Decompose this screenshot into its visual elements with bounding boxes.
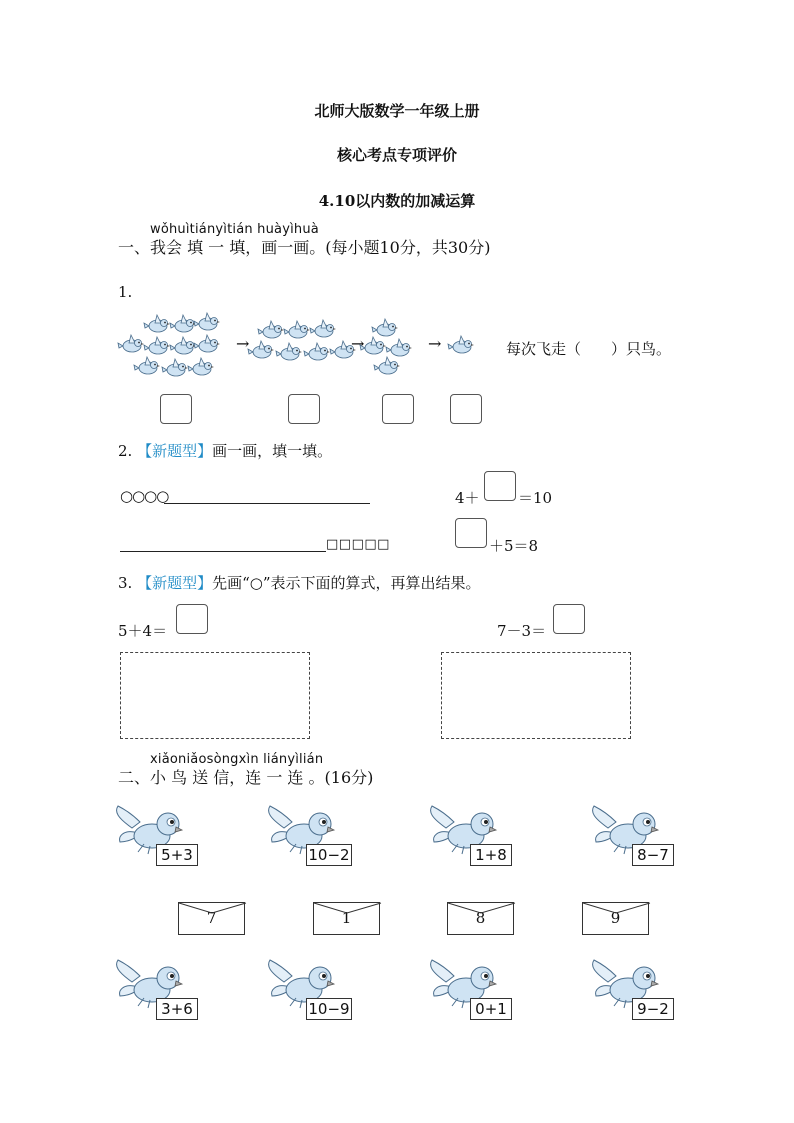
envelope-4[interactable] [582,902,649,935]
envelope-2[interactable] [313,902,380,935]
q1-number: 1. [118,283,133,301]
q3-eq1-box[interactable] [176,604,208,634]
q3-eq2-box[interactable] [553,604,585,634]
q2-eq1-right: ＝10 [518,489,553,507]
bird-group-1 [448,336,474,353]
envelope-icon [314,903,381,915]
q3-draw-area-1[interactable] [120,652,310,739]
bird-card-bottom-1[interactable] [120,962,210,1024]
q1-answer-box-4[interactable] [450,394,482,424]
q2-line [118,440,332,461]
envelope-1[interactable] [178,902,245,935]
doc-title-3: 4.10以内数的加减运算 [318,192,476,210]
bird-expression: 5+3 [156,844,198,866]
arrow-3: → [428,334,442,353]
q3-number: 3. [118,574,133,592]
q2-number: 2. [118,442,133,460]
bird-card-top-4[interactable] [596,808,686,868]
bird-expression: 10−2 [306,844,352,866]
bird-card-top-1[interactable] [120,808,210,868]
bird-group-4 [360,319,412,374]
q1-answer-box-3[interactable] [382,394,414,424]
section2-pinyin: xiǎoniǎosòngxìn liányìlián [150,752,324,767]
q3-eq2: 7－3＝ [497,622,547,640]
bird-expression: 10−9 [306,998,352,1020]
section1-heading: 一、我会 填 一 填，画一画。(每小题10分，共30分) [118,238,491,257]
q2-tag: 【新题型】 [137,442,213,460]
envelope-number: 9 [610,909,621,927]
bird-card-top-2[interactable] [272,808,362,868]
bird-card-top-3[interactable] [434,808,524,868]
q3-text: 先画“○”表示下面的算式，再算出结果。 [212,574,481,592]
envelope-icon [179,903,246,915]
q3-tag: 【新题型】 [137,574,213,592]
bird-expression: 8−7 [632,844,674,866]
section2-heading: 二、小 鸟 送 信，连 一 连 。(16分) [118,768,374,787]
q2-eq2-box[interactable] [455,518,487,548]
q3-line [118,572,481,593]
bird-card-bottom-3[interactable] [434,962,524,1024]
q1-answer-box-2[interactable] [288,394,320,424]
q3-eq1: 5＋4＝ [118,622,168,640]
bird-expression: 1+8 [470,844,512,866]
q2-text: 画一画，填一填。 [212,442,333,460]
arrow-1: → [236,334,250,353]
q2-eq1-box[interactable] [484,471,516,501]
bird-expression: 9−2 [632,998,674,1020]
envelope-number: 1 [341,909,352,927]
q2-squares: □□□□□ [326,537,390,552]
envelope-number: 8 [475,909,486,927]
bird-expression: 0+1 [470,998,512,1020]
q2-draw-line-2[interactable] [120,551,326,552]
bird-groups-illustration [118,312,478,382]
envelope-icon [448,903,515,915]
doc-title-1: 北师大版数学一年级上册 [314,102,480,120]
section1-pinyin: wǒhuìtiányìtián huàyìhuà [150,222,319,237]
envelope-icon [583,903,650,915]
q2-draw-line-1[interactable] [164,503,370,504]
doc-title-2: 核心考点专项评价 [336,146,457,164]
q2-eq2-right: ＋5＝8 [489,537,539,555]
bird-group-10 [118,313,220,376]
bird-card-bottom-4[interactable] [596,962,686,1024]
envelope-number: 7 [206,909,217,927]
q2-eq1-left: 4＋ [455,489,480,507]
envelope-3[interactable] [447,902,514,935]
bird-group-7 [248,320,356,360]
q1-answer-box-1[interactable] [160,394,192,424]
q3-draw-area-2[interactable] [441,652,631,739]
bird-expression: 3+6 [156,998,198,1020]
q1-prompt: 每次飞走（ ）只鸟。 [506,340,672,358]
bird-card-bottom-2[interactable] [272,962,362,1024]
q2-circles: ○○○○ [120,487,169,505]
arrow-2: → [351,334,365,353]
